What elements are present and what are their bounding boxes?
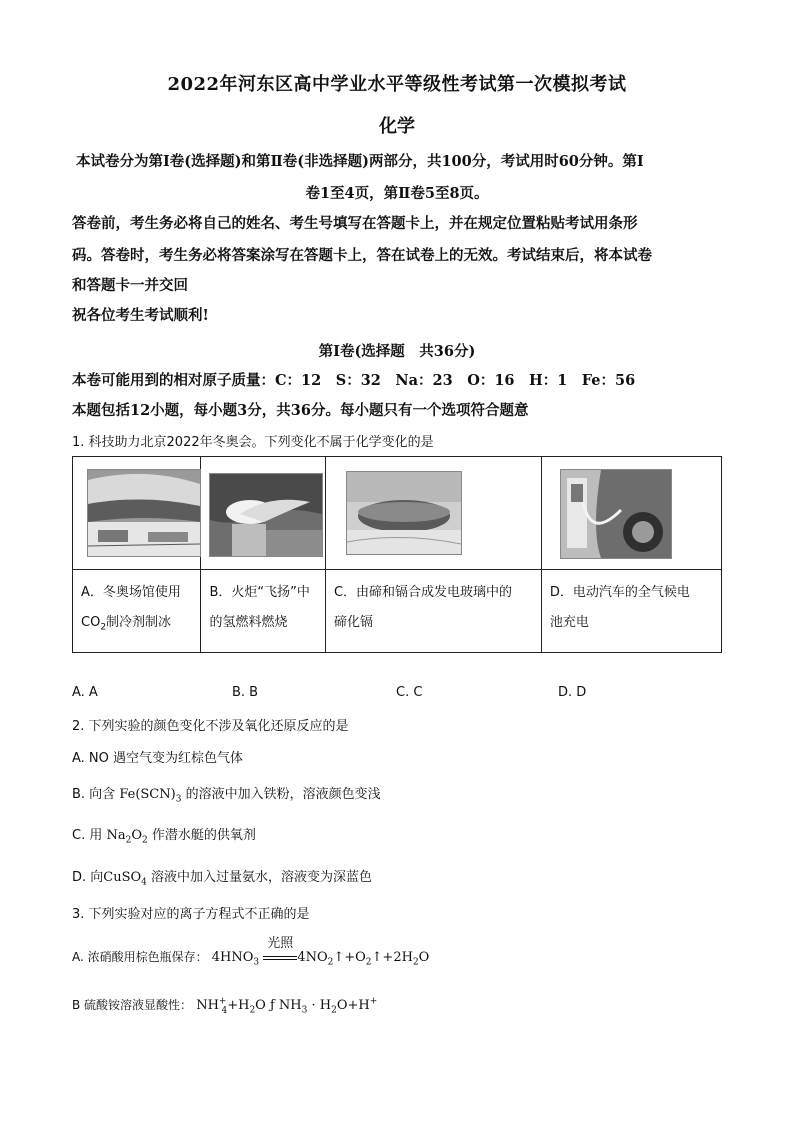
intro-line-3: 答卷前，考生务必将自己的姓名、考生号填写在答题卡上，并在规定位置粘贴考试用条形 xyxy=(72,215,638,232)
q2-option-b[interactable]: B. 向含 $Fe(SCN)_3$ 的溶液中加入铁粉，溶液颜色变浅 xyxy=(72,787,381,805)
section-title: 第Ⅰ卷(选择题 共36分) xyxy=(318,343,476,360)
question-3-stem: 3. 下列实验对应的离子方程式不正确的是 xyxy=(72,907,310,922)
ev-charging-image xyxy=(560,469,672,559)
section-rule: 本题包括12小题，每小题3分，共36分。每小题只有一个选项符合题意 xyxy=(72,402,529,419)
intro-line-4: 码。答卷时，考生务必将答案涂写在答题卡上，答在试卷上的无效。考试结束后，将本试卷 xyxy=(72,247,652,264)
option-d-image-cell xyxy=(541,457,721,570)
option-c-image-cell xyxy=(325,457,541,570)
torch-flame-image xyxy=(209,473,323,557)
option-d-text: D．电动汽车的全气候电 池充电 xyxy=(541,570,721,653)
q3-option-b[interactable]: B 硫酸铵溶液显酸性： $NH^+_4+H_2O$ ƒ $NH_3 \cdot H_2O+H^+$ xyxy=(72,996,378,1016)
question-1-stem: 1. 科技助力北京2022年冬奥会。下列变化不属于化学变化的是 xyxy=(72,435,434,450)
option-c-text: C．由碲和镉合成发电玻璃中的 碲化镉 xyxy=(325,570,541,653)
atomic-mass-line: 本卷可能用到的相对原子质量：C：12 S：32 Na：23 O：16 H：1 Fe：56 xyxy=(72,372,636,389)
subject-title: 化学 xyxy=(379,116,415,137)
q2-option-a[interactable]: A. NO 遇空气变为红棕色气体 xyxy=(72,751,244,766)
q2-option-d[interactable]: D. 向CuSO$_4$ 溶液中加入过量氨水，溶液变为深蓝色 xyxy=(72,870,373,888)
q2-option-c[interactable]: C. 用 $Na_2O_2$ 作潜水艇的供氧剂 xyxy=(72,828,256,846)
reaction-arrow-light: 光照 xyxy=(263,950,297,965)
q3-option-a[interactable]: A. 浓硝酸用棕色瓶保存： $4HNO_3$ 光照 $4NO_2↑+O_2↑+2H_2O$ xyxy=(72,936,430,968)
glass-stadium-image xyxy=(346,471,462,555)
option-b-image-cell xyxy=(201,457,326,570)
intro-line-1: 本试卷分为第Ⅰ卷(选择题)和第Ⅱ卷(非选择题)两部分，共100分，考试用时60分钟。第Ⅰ xyxy=(76,153,644,170)
question-2-stem: 2. 下列实验的颜色变化不涉及氧化还原反应的是 xyxy=(72,719,349,734)
question-1-options-table xyxy=(72,456,722,653)
intro-line-2: 卷1至4页，第Ⅱ卷5至8页。 xyxy=(305,185,489,202)
q1-answer-a[interactable]: A. A xyxy=(72,685,98,700)
intro-line-6: 祝各位考生考试顺利! xyxy=(72,307,209,324)
option-b-text: B．火炬“飞扬”中 的氢燃料燃烧 xyxy=(201,570,326,653)
option-a-image-cell xyxy=(73,457,201,570)
q1-answer-d[interactable]: D. D xyxy=(558,685,587,700)
intro-line-5: 和答题卡一并交回 xyxy=(72,277,188,294)
q1-answer-c[interactable]: C. C xyxy=(396,685,423,700)
q1-answer-b[interactable]: B. B xyxy=(232,685,259,700)
stadium-ice-image xyxy=(87,469,201,557)
page-title: 2022年河东区高中学业水平等级性考试第一次模拟考试 xyxy=(167,74,627,95)
option-a-text: A．冬奥场馆使用 $CO_2$制冷剂制冰 xyxy=(73,570,201,653)
